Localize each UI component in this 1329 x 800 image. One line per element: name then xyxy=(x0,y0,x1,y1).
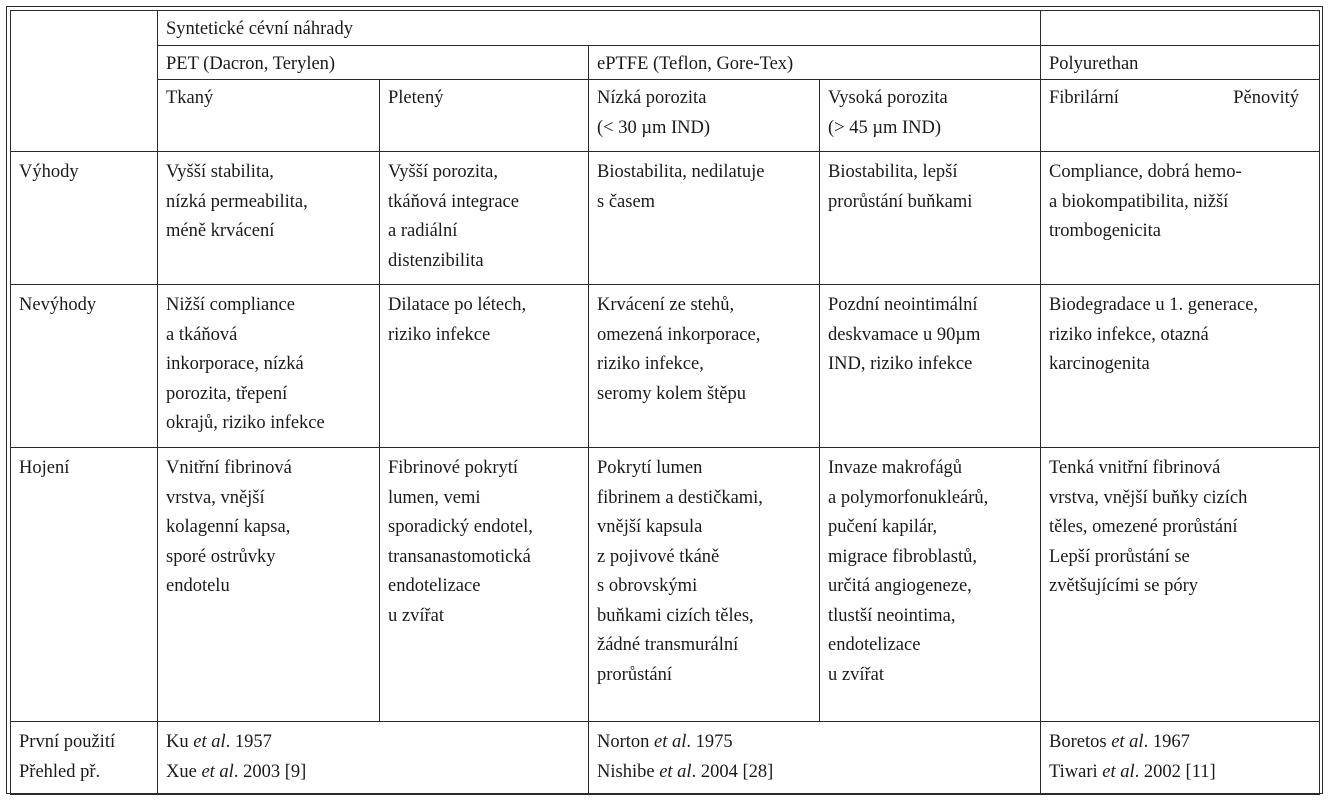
reference-etal: et al xyxy=(193,732,226,752)
sub-penovity: Pěnovitý xyxy=(1233,88,1299,108)
cell-line: Compliance, dobrá hemo- xyxy=(1049,162,1242,182)
cell-line: migrace fibroblastů, xyxy=(828,546,977,567)
cell-line: žádné transmurální xyxy=(597,635,739,655)
reference-etal: et al xyxy=(1111,732,1144,752)
cell-line: pučení kapilár, xyxy=(828,517,938,537)
row-hojeni xyxy=(11,448,1320,722)
cell-vyhody-tkany xyxy=(158,152,380,285)
reference-year: . 1957 xyxy=(225,732,272,752)
cell-pouziti-eptfe xyxy=(589,722,1041,795)
cell-nevyhody-tkany xyxy=(158,285,380,448)
sub-vysoka-porozita xyxy=(820,80,1041,152)
reference-year: . 2002 [11] xyxy=(1134,761,1216,782)
header-pet xyxy=(158,45,589,80)
cell-line: IND, riziko infekce xyxy=(828,354,973,374)
reference-line xyxy=(597,758,1032,788)
reference-line xyxy=(166,758,580,788)
cell-line: tkáňová integrace xyxy=(388,191,519,212)
cell-line: Lepší prorůstání se xyxy=(1049,546,1190,567)
reference-line xyxy=(597,728,1032,758)
cell-line: těles, omezené prorůstání xyxy=(1049,517,1238,537)
reference-year: . 1967 xyxy=(1143,732,1190,752)
cell-line: a tkáňová xyxy=(166,324,238,345)
row-pouziti xyxy=(11,722,1320,795)
row-label-review: Přehled př. xyxy=(19,761,101,782)
reference-etal: et al xyxy=(1102,761,1135,782)
group-title-cell xyxy=(158,11,1041,46)
cell-line: z pojivové tkáně xyxy=(597,546,720,567)
cell-line: Biostabilita, lepší xyxy=(828,162,958,182)
reference-year: . 1975 xyxy=(686,732,733,752)
cell-hojeni-tkany xyxy=(158,448,380,722)
sub-polyurethan-line xyxy=(1049,84,1311,114)
reference-etal: et al xyxy=(654,732,687,752)
cell-line: inkorporace, nízká xyxy=(166,354,304,374)
cell-vyhody-pleteny xyxy=(380,152,589,285)
header-eptfe-label: ePTFE (Teflon, Gore-Tex) xyxy=(597,53,794,74)
cell-line: karcinogenita xyxy=(1049,354,1150,374)
row-label xyxy=(11,285,158,448)
cell-line: vrstva, vnější buňky cizích xyxy=(1049,487,1248,508)
row-vyhody xyxy=(11,152,1320,285)
cell-nevyhody-pleteny xyxy=(380,285,589,448)
header-row-subtypes xyxy=(11,80,1320,152)
row-nevyhody xyxy=(11,285,1320,448)
reference-author: Tiwari xyxy=(1049,761,1098,782)
cell-line: Biodegradace u 1. generace, xyxy=(1049,295,1259,315)
sub-nizka-porozita xyxy=(589,80,820,152)
cell-line: s časem xyxy=(597,191,656,212)
sub-polyurethan xyxy=(1041,80,1320,152)
header-eptfe xyxy=(589,45,1041,80)
cell-line: nízká permeabilita, xyxy=(166,191,308,212)
cell-line: sporé ostrůvky xyxy=(166,546,276,567)
sub-fibrilarni: Fibrilární xyxy=(1049,88,1119,108)
cell-line: Pokrytí lumen xyxy=(597,458,703,478)
cell-hojeni-poly xyxy=(1041,448,1320,722)
cell-line: riziko infekce, otazná xyxy=(1049,324,1209,345)
cell-line: Vyšší porozita, xyxy=(388,162,498,182)
row-label xyxy=(11,152,158,285)
cell-vyhody-vysoka xyxy=(820,152,1041,285)
cell-line: Vnitřní fibrinová xyxy=(166,458,292,478)
cell-pouziti-poly xyxy=(1041,722,1320,795)
cell-line: vnější kapsula xyxy=(597,517,703,537)
cell-nevyhody-poly xyxy=(1041,285,1320,448)
cell-line: Tenká vnitřní fibrinová xyxy=(1049,458,1221,478)
cell-line: riziko infekce xyxy=(388,324,491,345)
cell-line: Krvácení ze stehů, xyxy=(597,295,735,315)
sub-nizka-line: Nízká porozita xyxy=(597,88,707,108)
cell-nevyhody-vysoka xyxy=(820,285,1041,448)
sub-tkany-label: Tkaný xyxy=(166,88,214,108)
cell-line: okrajů, riziko infekce xyxy=(166,413,325,433)
sub-nizka-line: (< 30 µm IND) xyxy=(597,117,711,138)
row-label-text: Hojení xyxy=(19,458,70,478)
cell-line: riziko infekce, xyxy=(597,354,704,374)
row-label-text: Výhody xyxy=(19,162,79,182)
cell-line: Vyšší stabilita, xyxy=(166,162,274,182)
cell-line: u zvířat xyxy=(388,605,444,626)
cell-line: určitá angiogeneze, xyxy=(828,576,972,596)
cell-line: a polymorfonukleárů, xyxy=(828,487,989,508)
sub-tkany xyxy=(158,80,380,152)
cell-hojeni-nizka xyxy=(589,448,820,722)
graft-comparison-table xyxy=(10,10,1320,795)
cell-line: sporadický endotel, xyxy=(388,517,533,537)
header-row-group xyxy=(11,11,1320,46)
group-title-empty-cell xyxy=(1041,11,1320,46)
sub-vysoka-line: (> 45 µm IND) xyxy=(828,117,942,138)
cell-line: Fibrinové pokrytí xyxy=(388,458,519,478)
reference-author: Boretos xyxy=(1049,732,1107,752)
cell-line: transanastomotická xyxy=(388,546,531,567)
cell-line: seromy kolem štěpu xyxy=(597,383,747,404)
cell-line: deskvamace u 90µm xyxy=(828,324,981,345)
cell-line: endotelizace xyxy=(388,576,481,596)
cell-line: s obrovskými xyxy=(597,576,698,596)
cell-line: trombogenicita xyxy=(1049,221,1161,241)
reference-line xyxy=(1049,728,1311,758)
cell-line: prorůstání xyxy=(597,664,673,685)
cell-line: Dilatace po létech, xyxy=(388,295,527,315)
cell-hojeni-vysoka xyxy=(820,448,1041,722)
reference-line xyxy=(1049,758,1311,788)
cell-line: distenzibilita xyxy=(388,250,484,271)
reference-etal: et al xyxy=(201,761,234,782)
cell-line: zvětšujícími se póry xyxy=(1049,576,1198,596)
row-label-pouziti xyxy=(11,722,158,795)
reference-year: . 2004 [28] xyxy=(691,761,774,782)
sub-pleteny-label: Pletený xyxy=(388,88,444,108)
header-polyurethan-label: Polyurethan xyxy=(1049,53,1139,74)
header-polyurethan xyxy=(1041,45,1320,80)
cell-line: endotelizace xyxy=(828,635,921,655)
cell-line: Biostabilita, nedilatuje xyxy=(597,162,765,182)
row-label-first-use: První použití xyxy=(19,732,116,752)
cell-line: endotelu xyxy=(166,576,230,596)
header-pet-label: PET (Dacron, Terylen) xyxy=(166,53,336,74)
reference-author: Nishibe xyxy=(597,761,655,782)
sub-pleteny xyxy=(380,80,589,152)
cell-vyhody-poly xyxy=(1041,152,1320,285)
corner-cell xyxy=(11,11,158,152)
sub-vysoka-line: Vysoká porozita xyxy=(828,88,948,108)
reference-author: Norton xyxy=(597,732,650,752)
cell-line: vrstva, vnější xyxy=(166,487,265,508)
reference-line xyxy=(166,728,580,758)
cell-nevyhody-nizka xyxy=(589,285,820,448)
cell-line: a radiální xyxy=(388,221,458,241)
cell-line: porozita, třepení xyxy=(166,383,288,404)
reference-author: Ku xyxy=(166,732,189,752)
cell-line: buňkami cizích těles, xyxy=(597,605,754,626)
reference-author: Xue xyxy=(166,761,197,782)
reference-etal: et al xyxy=(659,761,692,782)
cell-line: méně krvácení xyxy=(166,221,275,241)
cell-pouziti-pet xyxy=(158,722,589,795)
row-label-text: Nevýhody xyxy=(19,295,97,315)
cell-line: fibrinem a destičkami, xyxy=(597,487,763,508)
cell-line: u zvířat xyxy=(828,664,884,685)
cell-line: Nižší compliance xyxy=(166,295,295,315)
reference-year: . 2003 [9] xyxy=(233,761,307,782)
header-row-materials xyxy=(11,45,1320,80)
group-title: Syntetické cévní náhrady xyxy=(166,19,353,39)
cell-line: prorůstání buňkami xyxy=(828,191,973,212)
row-label xyxy=(11,448,158,722)
cell-line: lumen, vemi xyxy=(388,487,481,508)
cell-line: Invaze makrofágů xyxy=(828,458,963,478)
cell-hojeni-pleteny xyxy=(380,448,589,722)
cell-line: Pozdní neointimální xyxy=(828,295,978,315)
cell-line: omezená inkorporace, xyxy=(597,324,761,345)
cell-line: a biokompatibilita, nižší xyxy=(1049,191,1229,212)
cell-vyhody-nizka xyxy=(589,152,820,285)
cell-line: kolagenní kapsa, xyxy=(166,517,291,537)
cell-line: tlustší neointima, xyxy=(828,605,956,626)
